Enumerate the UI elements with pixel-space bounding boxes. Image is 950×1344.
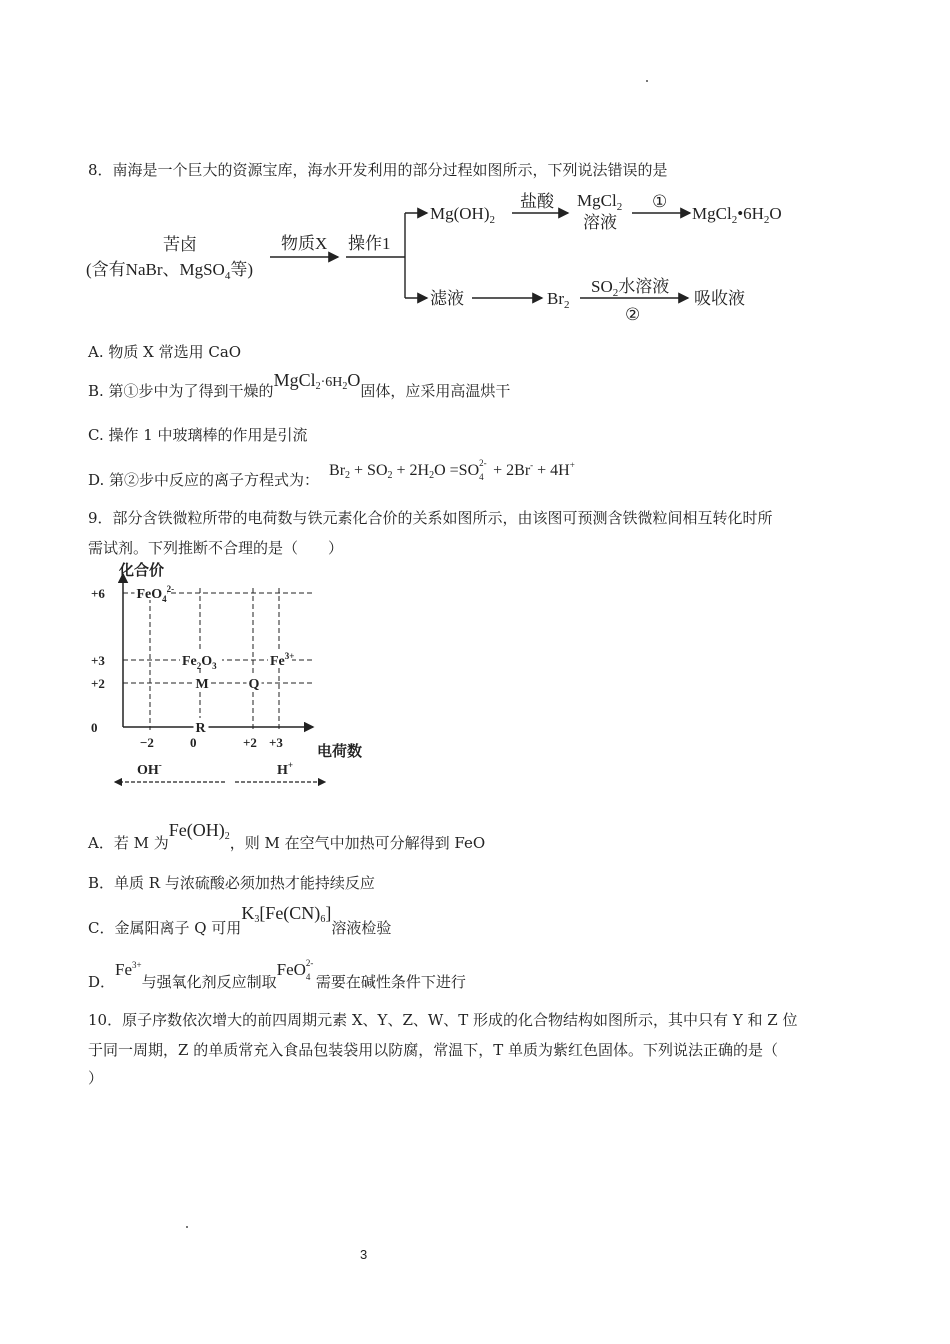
- q8-option-d: [88, 455, 575, 489]
- h-arrow-label: H+: [277, 760, 294, 778]
- q9-option-d-formula1: $Fe^{3+}$: [115, 960, 142, 979]
- q8-option-b-formula: $MgCl_2\cdot 6H_2O$: [273, 370, 361, 392]
- point-fe: $Fe^{3+}$: [270, 651, 295, 669]
- q8-flow-diagram: [80, 185, 820, 325]
- q8-option-b-pre: B. 第①步中为了得到干燥的: [88, 382, 274, 400]
- q9-option-c-formula: $K_3[Fe(CN)_6]$: [241, 903, 332, 925]
- question-8-stem: 8．南海是一个巨大的资源宝库，海水开发利用的部分过程如图所示，下列说法错误的是: [88, 161, 668, 179]
- point-m: M: [195, 677, 209, 692]
- q9-option-c: C．金属阳离子 Q 可用$K_3[Fe(CN)_6]$溶液检验: [88, 903, 392, 937]
- q9-option-d-formula2: FeO 2- 4: [276, 958, 314, 982]
- page-number: 3: [360, 1247, 368, 1262]
- flow-mgcl2: MgCl$_2$: [577, 191, 623, 213]
- q8-option-d-pre: D. 第②步中反应的离子方程式为：: [88, 471, 320, 489]
- x-axis-label: 电荷数: [317, 744, 363, 760]
- x-tick-label: −2: [140, 735, 154, 750]
- q8-option-c: C. 操作 1 中玻璃棒的作用是引流: [88, 426, 308, 444]
- q9-option-a-formula: $Fe(OH)_2$: [168, 820, 230, 842]
- question-9-stem-line2: 需试剂。下列推断不合理的是（ ）: [88, 539, 344, 557]
- flow-start-line2: (含有NaBr、MgSO$_4$等): [86, 260, 254, 282]
- q8-option-d-equation: $Br_2 + SO_2 + 2H_2O =SO$ 2- 4 + 2Br- + 4H+: [329, 458, 575, 482]
- flow-op1-label: 操作1: [348, 234, 391, 253]
- flow-so2-label: $SO_2$水溶液: [591, 277, 670, 299]
- flow-step1-label: ①: [652, 192, 668, 211]
- y-axis-label: 化合价: [119, 563, 165, 579]
- q9-chart: [85, 560, 385, 790]
- flow-mgcl2-solution: 溶液: [583, 213, 617, 232]
- question-10-line3: ）: [88, 1069, 104, 1087]
- question-9-stem-line1: 9．部分含铁微粒所带的电荷数与铁元素化合价的关系如图所示，由该图可预测含铁微粒间相互转化时所: [88, 509, 773, 527]
- flow-step2-label: ②: [625, 305, 641, 324]
- point-r: R: [195, 721, 206, 736]
- flow-start-line1: 苦卤: [163, 235, 197, 254]
- x-tick-label: +3: [269, 735, 283, 750]
- q9-option-b: B．单质 R 与浓硫酸必须加热才能持续反应: [88, 874, 375, 892]
- question-10-line2: 于同一周期，Z 的单质常充入食品包装袋用以防腐，常温下，T 单质为紫红色固体。下列说法正确的是（: [88, 1041, 778, 1059]
- question-10-line1: 10．原子序数依次增大的前四周期元素 X、Y、Z、W、T 形成的化合物结构如图所示，其中只有 Y 和 Z 位: [88, 1011, 798, 1029]
- scan-dot: [646, 80, 648, 82]
- flow-br2: $Br_2$: [547, 289, 570, 311]
- point-q: Q: [248, 677, 260, 692]
- y-tick-label: +2: [91, 676, 105, 691]
- flow-product: $MgCl_2•6H_2O$: [692, 204, 782, 226]
- y-tick-label: +6: [91, 586, 105, 601]
- q8-option-a: A. 物质 X 常选用 CaO: [88, 343, 242, 361]
- y-tick-label: 0: [91, 720, 98, 735]
- point-feo: FeO$_4^{2-}$: [136, 584, 175, 604]
- flow-x-label: 物质X: [281, 234, 328, 253]
- x-tick-label: 0: [190, 735, 197, 750]
- flow-hcl-label: 盐酸: [520, 192, 554, 211]
- point-fe: $Fe_2O_3$: [182, 654, 217, 671]
- flow-filtrate: 滤液: [430, 289, 464, 308]
- q8-option-b: [88, 372, 510, 402]
- q9-option-a: A．若 M 为$Fe(OH)_2$，则 M 在空气中加热可分解得到 FeO: [88, 820, 486, 852]
- x-tick-label: +2: [243, 735, 257, 750]
- oh-arrow-label: OH-: [137, 760, 162, 778]
- flow-mgoh2: $Mg(OH)_2$: [430, 204, 495, 226]
- flow-absorb: 吸收液: [694, 289, 745, 308]
- q8-option-b-post: 固体，应采用高温烘干: [360, 382, 511, 400]
- scan-dot: [186, 1226, 188, 1228]
- y-tick-label: +3: [91, 653, 105, 668]
- q9-option-d: D．$Fe^{3+}$与强氧化剂反应制取FeO 2- 4 需要在碱性条件下进行: [88, 958, 466, 991]
